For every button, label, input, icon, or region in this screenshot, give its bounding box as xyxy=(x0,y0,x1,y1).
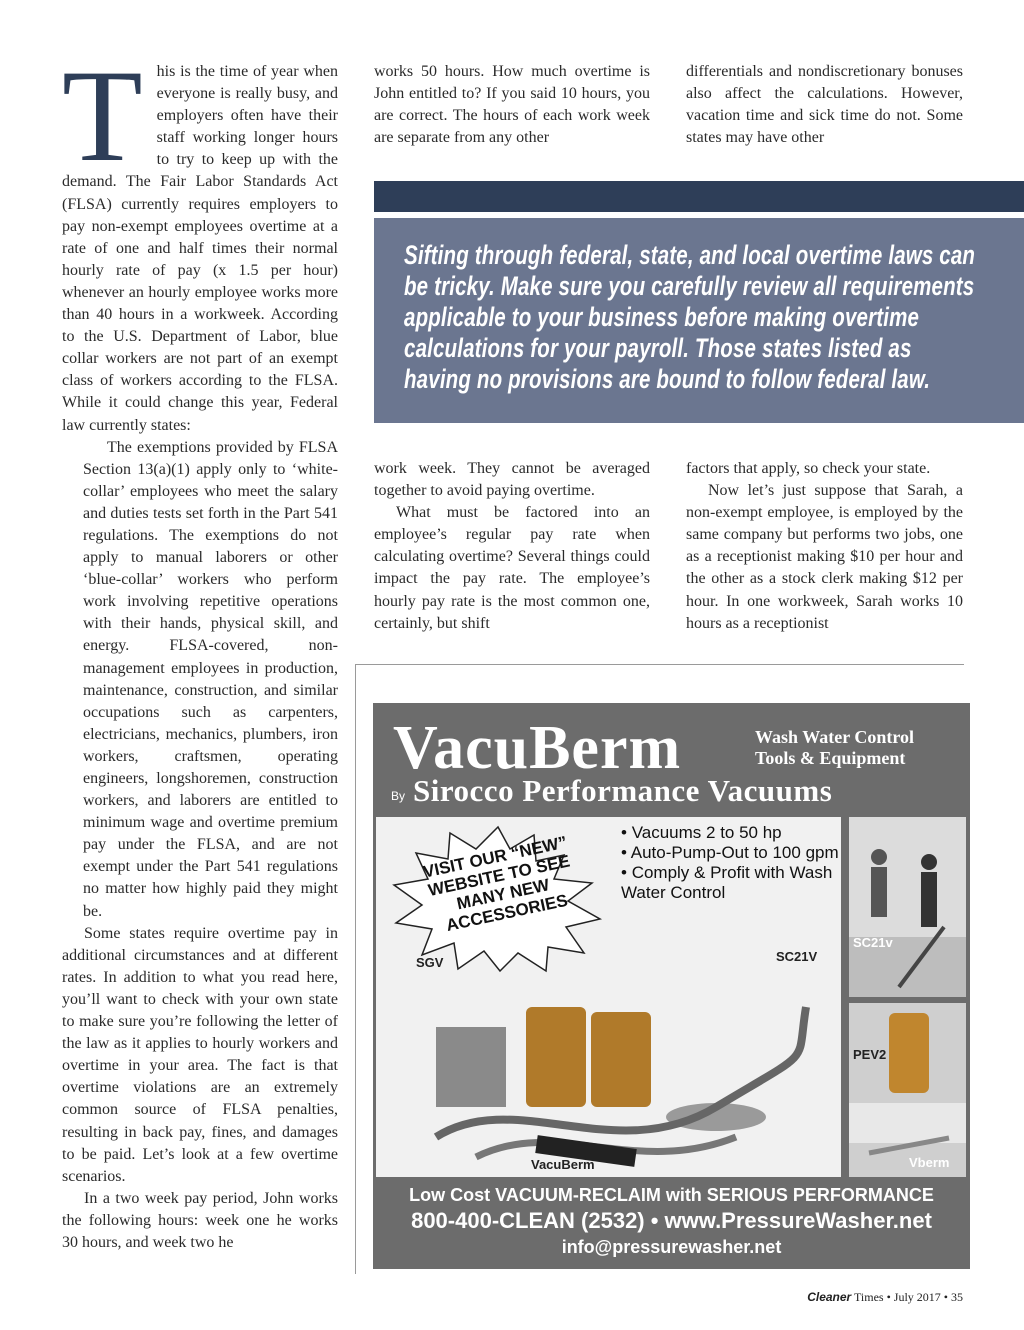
vacuum-equipment-icon xyxy=(416,967,816,1167)
ad-bullet: • Auto-Pump-Out to 100 gpm xyxy=(621,843,841,863)
pullquote-text: Sifting through federal, state, and local overtime laws can be tricky. Make sure you carefully review all requirements applicable to your business before making overtime calculations for your payroll. Those states listed as having no provisions are bound to follow federal law. xyxy=(404,240,976,394)
ad-tagline-2: Tools & Equipment xyxy=(755,748,906,768)
article-column-2-top xyxy=(374,61,650,149)
article-paragraph: work week. They cannot be averaged together to avoid paying overtime. xyxy=(374,460,650,500)
ad-slogan: Low Cost VACUUM-RECLAIM with SERIOUS PERFORMANCE xyxy=(409,1185,934,1205)
ad-side-photo-2 xyxy=(849,1003,966,1177)
label-vacuberm: VacuBerm xyxy=(531,1157,595,1172)
ad-phone-web[interactable]: 800-400-CLEAN (2532) • www.PressureWasher.net xyxy=(411,1208,932,1233)
vacuberm-advertisement[interactable] xyxy=(373,703,970,1269)
ad-brand-logo: VacuBerm xyxy=(393,714,682,782)
label-sc21v: SC21V xyxy=(776,949,818,964)
ad-tagline xyxy=(755,727,914,769)
article-paragraph: his is the time of year when everyone is really busy, and employers often have their staff working longer hours to try to keep up with the demand. The Fair Labor Standards Act (FLSA) currently requires employers to pay non-exempt employees overtime at a rate of one and half times their normal hourly rate of pay (x 1.5 per hour) whenever an hourly employee works more than 40 hours in a workweek. According to the U.S. Department of Labor, blue collar workers are not part of an exempt class of workers according to the FLSA. While it could change this year, Federal law currently states: xyxy=(62,63,338,434)
article-column-2-mid xyxy=(374,458,650,635)
ad-email[interactable]: info@pressurewasher.net xyxy=(561,1237,782,1257)
people-icon xyxy=(849,817,966,997)
pullquote-top-bar xyxy=(374,181,1024,212)
ad-frame-top-rule xyxy=(355,664,964,665)
article-paragraph: factors that apply, so check your state. xyxy=(686,460,931,477)
pev2-vacuum-icon xyxy=(849,1003,966,1177)
article-paragraph: Some states require overtime pay in additional circumstances and at different rates. In addition to what you read here, you’ll want to check with your own state to make sure you’re following the letter of the law as it applies to hourly workers and overtime in your area. The fact is that overtime violations are an extremely common source of FLSA penalties, resulting in back pay, fines, and damages to be paid. Let’s look at a few overtime scenarios. xyxy=(62,924,338,1185)
ad-bullet: • Comply & Profit with Wash Water Control xyxy=(621,863,841,903)
article-column-3-top xyxy=(686,61,963,149)
article-paragraph: works 50 hours. How much overtime is John entitled to? If you said 10 hours, you are correct. The hours of each work week are separate from any other xyxy=(374,63,650,147)
article-paragraph: Now let’s just suppose that Sarah, a non-exempt employee, is employed by the same company but performs two jobs, one as a receptionist making $10 per hour and the other as a stock clerk making $12 per hour. In one workweek, Sarah works 10 hours as a receptionist xyxy=(686,482,963,632)
pullquote-box xyxy=(374,218,1024,423)
label-sgv: SGV xyxy=(416,955,444,970)
issue-page: Times • July 2017 • 35 xyxy=(851,1290,963,1304)
article-paragraph: differentials and nondiscretionary bonuses also affect the calculations. However, vacation time and sick time do not. Some states may have other xyxy=(686,63,963,147)
label-sc21v-side: SC21v xyxy=(853,935,893,950)
ad-side-photo-1 xyxy=(849,817,966,997)
article-paragraph: In a two week pay period, John works the following hours: week one he works 30 hours, and week two he xyxy=(62,1189,338,1251)
ad-bullets xyxy=(621,823,841,903)
label-pev2: PEV2 xyxy=(853,1047,887,1062)
article-paragraph: What must be factored into an employee’s regular pay rate when calculating overtime? Several things could impact the pay rate. The employee’s hourly pay rate is the most common one, certainly, but shift xyxy=(374,504,650,632)
burst-text: VISIT OUR “NEW” WEBSITE TO SEE MANY NEW ACCESSORIES xyxy=(421,832,572,936)
ad-frame-left-rule xyxy=(355,664,356,1274)
ad-tagline-1: Wash Water Control xyxy=(755,727,915,747)
article-column-1 xyxy=(62,42,338,1254)
label-vberm: Vberm xyxy=(909,1155,950,1170)
article-column-3-mid xyxy=(686,458,963,635)
ad-bullet: • Vacuums 2 to 50 hp xyxy=(621,823,841,843)
block-quote: The exemptions provided by FLSA Section 13(a)(1) apply only to ‘white-collar’ employees who meet the salary and duties tests set forth in the Part 541 regulations. The exemptions do not apply to manual laborers or other ‘blue-collar’ workers who perform work involving repetitive operations with their hands, physical skill, and energy. FLSA-covered, non-management employees in production, maintenance, construction, and similar occupations such as carpenters, electricians, mechanics, plumbers, iron workers, craftsmen, operating engineers, longshoremen, construction workers, and laborers are entitled to minimum wage and overtime premium pay under the FLSA, and are not exempt under the Part 541 regulations no matter how highly paid they might be. xyxy=(83,438,338,920)
ad-company: Sirocco Performance Vacuums xyxy=(413,773,833,808)
drop-cap: T xyxy=(62,42,143,189)
ad-main-photo xyxy=(376,817,841,1177)
magazine-name: Cleaner xyxy=(807,1290,852,1304)
page-footer xyxy=(807,1290,963,1305)
ad-by: By xyxy=(391,789,406,803)
